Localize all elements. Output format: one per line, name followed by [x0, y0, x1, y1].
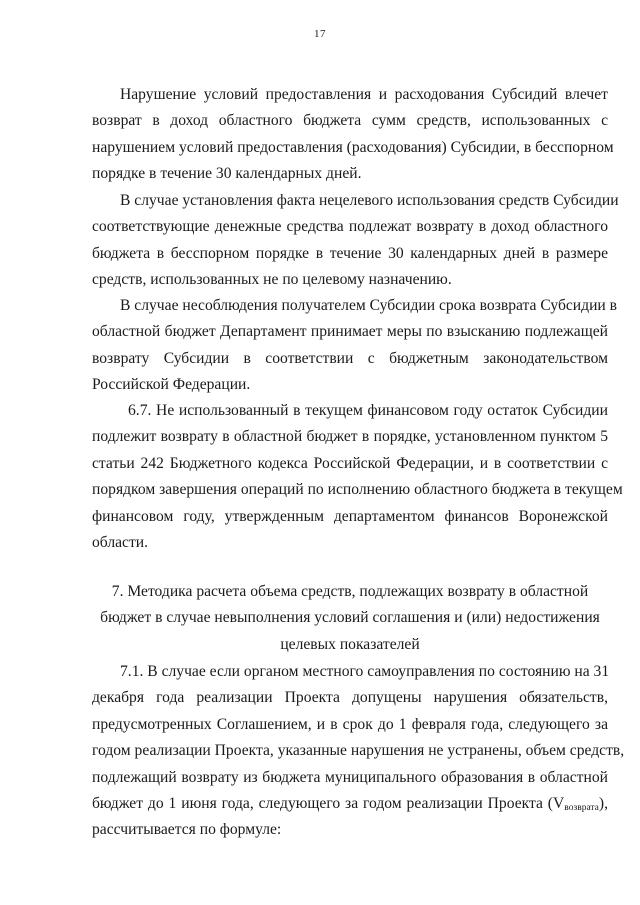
text-line: порядке в течение 30 календарных дней.	[92, 165, 362, 183]
paragraph-misuse-return	[92, 188, 619, 294]
text-line: порядком завершения операций по исполнению областного бюджета в текущем	[92, 481, 623, 499]
text-line: В случае установления факта нецелевого использования средств Субсидии	[120, 192, 619, 209]
text-line: бюджета в бесспорном порядке в течение 30 календарных дней в размере	[92, 244, 608, 262]
text-line-formula-ref	[92, 791, 608, 817]
paragraph-violation-return	[92, 82, 614, 188]
text-line: подлежащий возврату из бюджета муниципального образования в областной	[92, 768, 608, 786]
text-line: подлежит возврату в областной бюджет в порядке, установленном пунктом 5	[92, 428, 608, 446]
paragraph-7-1	[92, 659, 625, 844]
text-line: Нарушение условий предоставления и расходования Субсидий влечет	[120, 86, 608, 103]
heading-line: целевых показателей	[280, 635, 420, 653]
text-line: В случае несоблюдения получателем Субсидии срока возврата Субсидии в	[120, 297, 618, 314]
text-line: статьи 242 Бюджетного кодекса Российской Федерации, и в соответствии с	[92, 454, 608, 472]
text-line: декабря года реализации Проекта допущены нарушения обязательств,	[92, 689, 608, 707]
text-line: области.	[92, 533, 149, 551]
text-fragment: бюджет до 1 июня года, следующего за годом реализации Проекта (V	[92, 794, 565, 812]
text-line: соответствующие денежные средства подлежат возврату в доход областного	[92, 218, 608, 236]
paragraph-recovery-measures	[92, 293, 618, 399]
subscript-vozvrata: возврата	[564, 802, 599, 813]
text-line: средств, использованных не по целевому назначению.	[92, 271, 452, 289]
text-line: рассчитывается по формуле:	[92, 821, 282, 839]
text-line: Российской Федерации.	[92, 376, 251, 394]
text-line: областной бюджет Департамент принимает меры по взысканию подлежащей	[92, 323, 608, 341]
text-line: финансовом году, утвержденным департаментом финансов Воронежской	[92, 507, 608, 525]
text-line: возврат в доход областного бюджета сумм средств, использованных с	[92, 112, 608, 130]
heading-line: 7. Методика расчета объема средств, подлежащих возврату в областной	[111, 583, 589, 600]
paragraph-6-7	[92, 398, 623, 556]
text-line: возврату Субсидии в соответствии с бюджетным законодательством	[92, 349, 608, 367]
section-heading-7	[92, 579, 608, 658]
text-line: годом реализации Проекта, указанные нарушения не устранены, объем средств,	[92, 742, 625, 760]
heading-line: бюджет в случае невыполнения условий соглашения и (или) недостижения	[100, 609, 600, 627]
text-line: нарушением условий предоставления (расходования) Субсидии, в бесспорном	[92, 138, 614, 156]
text-fragment: ),	[598, 794, 608, 812]
page-number: 17	[314, 28, 326, 40]
text-line: предусмотренных Соглашением, и в срок до 1 февраля года, следующего за	[92, 715, 608, 733]
text-line: 7.1. В случае если органом местного самоуправления по состоянию на 31	[120, 663, 610, 680]
text-line: 6.7. Не использованный в текущем финансовом году остаток Субсидии	[128, 402, 608, 419]
